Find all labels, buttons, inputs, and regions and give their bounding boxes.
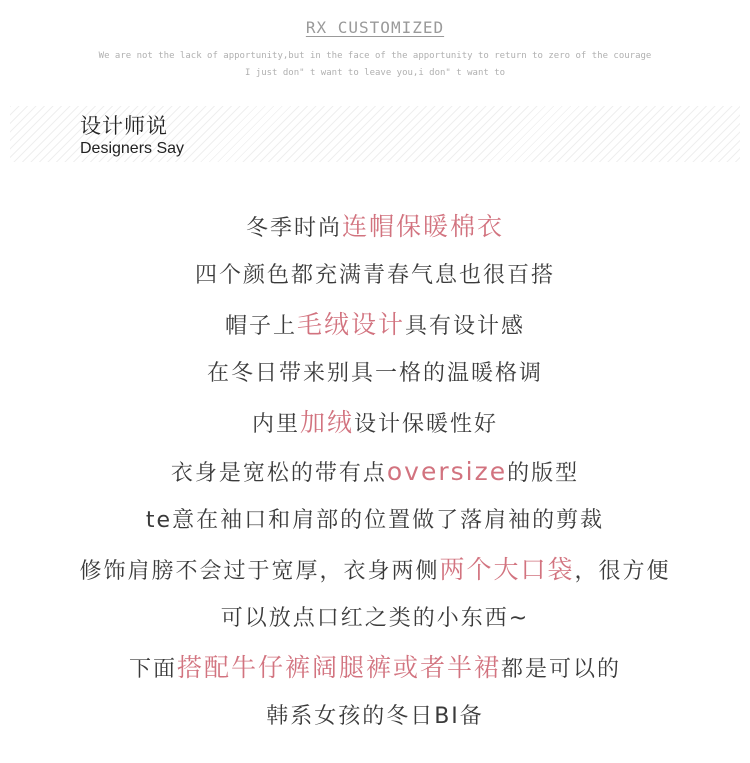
section-title-cn: 设计师说 (80, 114, 168, 138)
line-segment: 具有设计感 (405, 314, 526, 339)
description-line (0, 251, 750, 300)
tagline-line-1: We are not the lack of apportunity,but in the face of the apportunity to return to zero of the courage (98, 51, 652, 61)
line-segment: 在冬日带来别具一格的温暖格调 (206, 361, 543, 386)
section-title-en: Designers Say (80, 140, 185, 157)
line-segment: 帽子上 (224, 314, 297, 339)
line-segment: 设计保暖性好 (354, 412, 499, 437)
highlight-segment: 搭配牛仔裤阔腿裤或者半裙 (176, 653, 501, 682)
line-segment: 内里 (251, 412, 300, 437)
description-line (0, 643, 750, 692)
description-line (0, 594, 750, 643)
line-segment: 都是可以的 (501, 657, 622, 682)
description-line (0, 545, 750, 594)
line-segment: 冬季时尚 (245, 216, 342, 241)
line-segment: ，很方便 (574, 559, 671, 584)
highlight-segment: 加绒 (299, 408, 354, 437)
description-line (0, 349, 750, 398)
description-line (0, 692, 750, 741)
brand-title: RX CUSTOMIZED (305, 18, 445, 37)
description-line (0, 398, 750, 447)
line-segment: te意在袖口和肩部的位置做了落肩袖的剪裁 (145, 508, 605, 533)
line-segment: 衣身是宽松的带有点 (170, 461, 387, 486)
brand-header (0, 14, 750, 80)
line-segment: 韩系女孩的冬日BI备 (266, 704, 484, 729)
highlight-segment: 连帽保暖棉衣 (342, 212, 505, 241)
highlight-segment: oversize (386, 457, 508, 486)
highlight-segment: 两个大口袋 (439, 555, 575, 584)
line-segment: 可以放点口红之类的小东西~ (220, 606, 530, 631)
tagline-line-2: I just don" t want to leave you,i don" t want to (244, 68, 506, 78)
line-segment: 四个颜色都充满青春气息也很百搭 (194, 263, 555, 288)
line-segment: 下面 (128, 657, 177, 682)
highlight-segment: 毛绒设计 (296, 310, 405, 339)
line-segment: 修饰肩膀不会过于宽厚，衣身两侧 (79, 559, 440, 584)
description-line (0, 300, 750, 349)
description-line (0, 447, 750, 496)
description-line (0, 202, 750, 251)
line-segment: 的版型 (507, 461, 580, 486)
designer-description (0, 202, 750, 741)
section-title (80, 113, 184, 159)
description-line (0, 496, 750, 545)
